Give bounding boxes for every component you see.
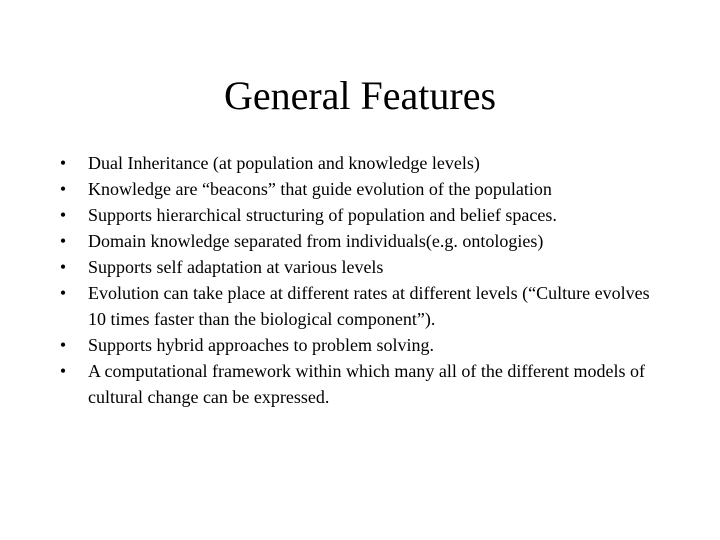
bullet-dot-icon: • bbox=[59, 361, 67, 381]
bullet-dot-icon: • bbox=[59, 205, 67, 225]
bullet-item-3 bbox=[56, 202, 666, 228]
bullet-dot-icon: • bbox=[59, 231, 67, 251]
bullet-text: Knowledge are “beacons” that guide evolution of the population bbox=[88, 179, 552, 199]
bullet-dot-icon: • bbox=[59, 335, 67, 355]
slide-title: General Features bbox=[223, 73, 497, 118]
bullet-item-4 bbox=[56, 228, 666, 254]
bullet-item-5 bbox=[56, 254, 666, 280]
bullet-text: Supports hybrid approaches to problem solving. bbox=[88, 335, 434, 355]
bullet-text: Domain knowledge separated from individuals(e.g. ontologies) bbox=[88, 231, 544, 251]
bullet-dot-icon: • bbox=[59, 257, 67, 277]
bullet-item-2 bbox=[56, 176, 666, 202]
bullet-dot-icon: • bbox=[59, 153, 67, 173]
bullet-item-7 bbox=[56, 332, 666, 358]
bullet-text: Dual Inheritance (at population and knowledge levels) bbox=[88, 153, 480, 173]
bullet-text: Supports hierarchical structuring of population and belief spaces. bbox=[88, 205, 557, 225]
bullet-item-6 bbox=[56, 280, 666, 332]
bullet-dot-icon: • bbox=[59, 179, 67, 199]
bullet-text: A computational framework within which many all of the different models of cultural change can be expressed. bbox=[88, 361, 646, 407]
bullet-item-8 bbox=[56, 358, 666, 410]
bullet-list bbox=[56, 150, 666, 410]
bullet-text: Supports self adaptation at various levels bbox=[88, 257, 384, 277]
bullet-dot-icon: • bbox=[59, 283, 67, 303]
bullet-text: Evolution can take place at different rates at different levels (“Culture evolves 10 times faster than the biological component”). bbox=[88, 283, 650, 329]
bullet-item-1 bbox=[56, 150, 666, 176]
